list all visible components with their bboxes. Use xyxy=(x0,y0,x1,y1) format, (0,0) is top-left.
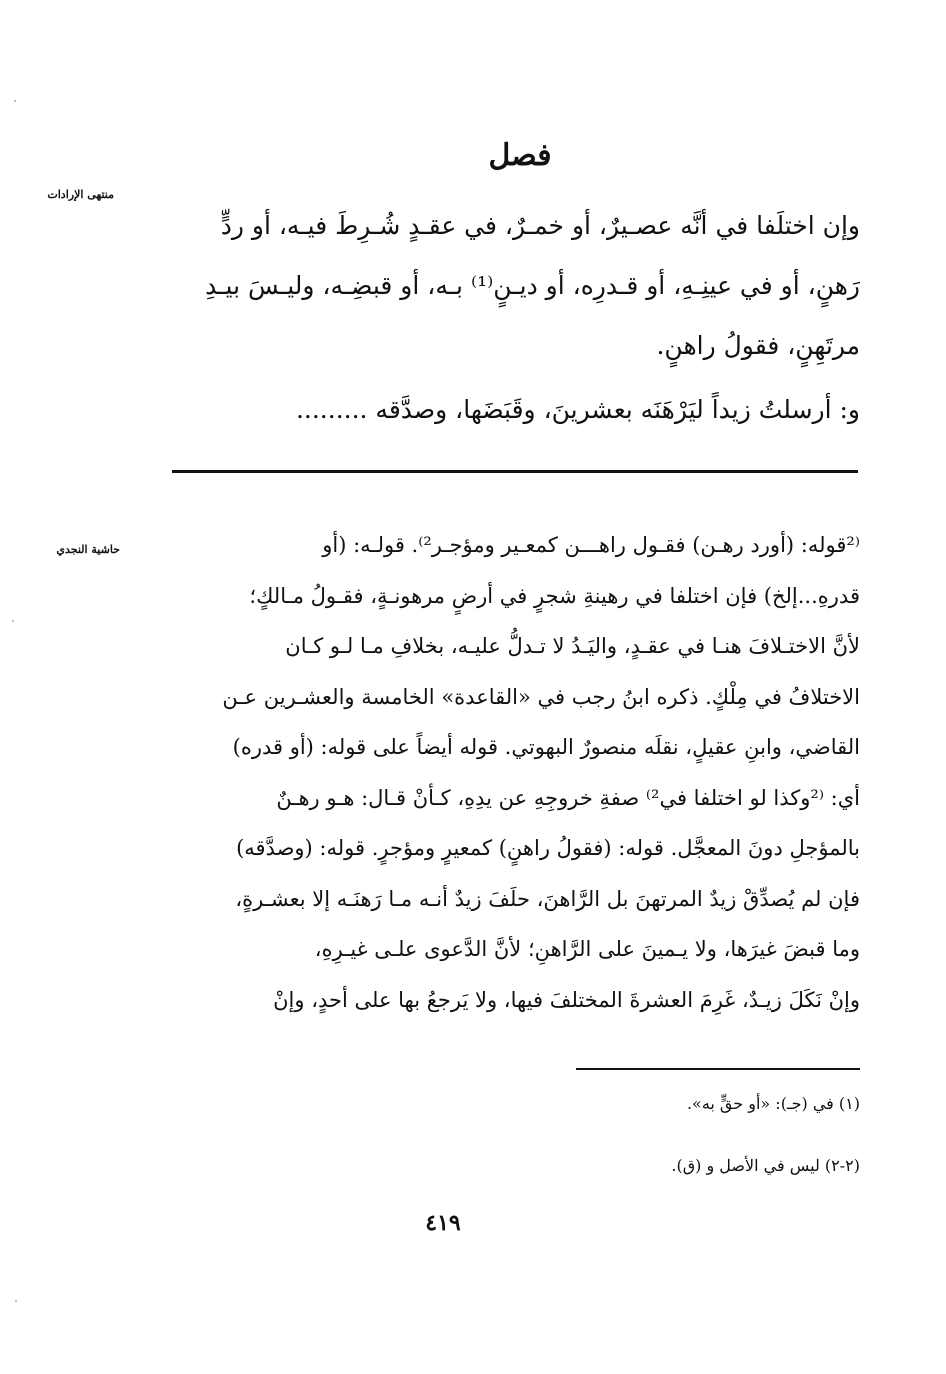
commentary-line: وإنْ نَكَلَ زيـدٌ، غَرِمَ العشرةَ المختلفَ فيها، ولا يَرجعُ بها على أحدٍ، وإنْ xyxy=(273,987,860,1012)
scan-speck xyxy=(12,620,14,622)
commentary-line: فإن لم يُصدِّقْ زيدٌ المرتهنَ بل الرَّاهنَ، حلَفَ زيدٌ أنـه مـا رَهنَـه إلا بعشـرةٍ، xyxy=(235,886,860,911)
scan-speck xyxy=(15,1300,17,1302)
footnote-1: (١) في (جـ): «أو حقٍّ به». xyxy=(686,1094,860,1113)
commentary-line: وما قبضَ غيرَها، ولا يـمينَ على الرَّاهنِ؛ لأنَّ الدَّعوى علـى غيـرِهِ، xyxy=(314,937,860,961)
side-label-muntaha: منتهى الإرادات xyxy=(47,188,114,201)
page-number: ٤١٩ xyxy=(425,1210,461,1236)
matn-line: وإن اختلَفا في أنَّه عصـيرٌ، أو خمـرٌ، في عقـدٍ شُـرِطَ فيـه، أو ردٍّ xyxy=(220,211,860,240)
side-label-najdi: حاشية النجدي xyxy=(56,543,120,556)
commentary-line: لأنَّ الاختـلافَ هنـا في عقـدٍ، واليَـدُ لا تـدلُّ عليـه، بخلافِ مـا لـو كـان xyxy=(285,634,860,658)
commentary-line: بالمؤجلِ دونَ المعجَّل. قوله: (فقولُ راهنٍ) كمعيرٍ ومؤجرٍ. قوله: (وصدَّقه) xyxy=(236,836,860,860)
footnote-rule xyxy=(576,1068,860,1070)
section-divider xyxy=(172,470,858,473)
matn-note-line: و: أرسلتُ زيداً ليَرْهَنَه بعشرينَ، وقَبَضَها، وصدَّقه ......... xyxy=(295,395,860,424)
commentary-text xyxy=(170,520,860,1025)
commentary-line: قدرهِ...إلخ) فإن اختلفا في رهينةِ شجرٍ في أرضٍ مرهونـةٍ، فقـولُ مـالكٍ؛ xyxy=(249,583,860,608)
commentary-line: القاضي، وابنِ عقيلٍ، نقلَه منصورٌ البهوتي. قوله أيضاً على قوله: (أو قدره) xyxy=(232,735,860,759)
commentary-line: الاختلافُ في مِلْكٍ. ذكره ابنُ رجب في «القاعدة» الخامسة والعشـرين عـن xyxy=(222,684,860,709)
scan-speck xyxy=(14,100,16,102)
commentary-line: ⁽²قوله: (أورد رهـن) فقـول راهـــن كمعـير ومؤجـر²⁾. قولـه: (أو xyxy=(322,533,860,557)
commentary-line: أي: ⁽²وكذا لو اختلفا في²⁾ صفةِ خروجِهِ عن يدِهِ، كـأنْ قـال: هـو رهـنٌ xyxy=(276,785,860,810)
matn-line: مرتَهِنٍ، فقولُ راهنٍ. xyxy=(656,331,860,360)
footnote-2: (٢-٢) ليس في الأصل و (ق). xyxy=(671,1156,860,1175)
matn-line: رَهنٍ، أو في عينِـهِ، أو قـدرِه، أو ديـنٍ⁽¹⁾ بـه، أو قبضِـه، وليـسَ بيـدِ xyxy=(205,271,860,300)
section-title: فصل xyxy=(488,138,552,173)
matn-text xyxy=(170,196,860,376)
